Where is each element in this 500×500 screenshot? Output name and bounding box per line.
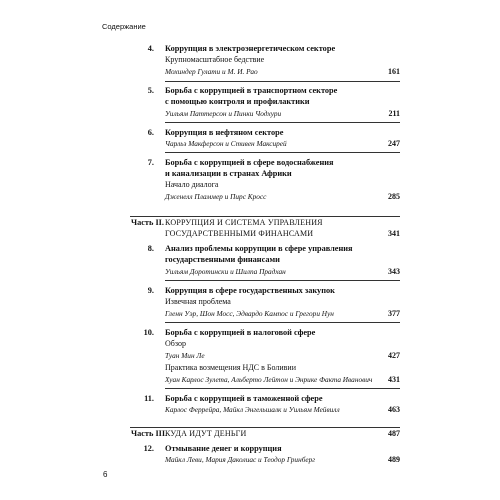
entry-number: 9. <box>147 286 154 295</box>
entry-divider <box>165 388 400 389</box>
entry-divider <box>165 81 400 82</box>
part-title-line2: ГОСУДАРСТВЕННЫМИ ФИНАНСАМИ <box>165 229 314 238</box>
entry-number: 10. <box>143 328 154 337</box>
entry-page: 161 <box>388 67 400 76</box>
entry-subtitle: Обзор <box>165 339 186 348</box>
part-divider-top <box>130 427 400 428</box>
entry-page: 377 <box>388 309 400 318</box>
entry-title: Борьба с коррупцией в транспортном секторе <box>165 86 338 95</box>
running-header: Содержание <box>102 22 146 31</box>
entry-title: Анализ проблемы коррупции в сфере управления <box>165 244 353 253</box>
entry-page: 343 <box>388 267 400 276</box>
entry-page: 463 <box>388 405 400 414</box>
entry-title: Коррупция в электроэнергетическом секторе <box>165 44 336 53</box>
entry-page: 341 <box>388 229 400 238</box>
entry-number: 4. <box>147 44 154 53</box>
entry-title-line2: с помощью контроля и профилактики <box>165 97 310 106</box>
part-label: Часть III. <box>131 429 168 438</box>
part-title: КОРРУПЦИЯ И СИСТЕМА УПРАВЛЕНИЯ <box>165 218 323 227</box>
entry-divider <box>165 122 400 123</box>
entry-subtitle-2: Практика возмещения НДС в Боливии <box>165 363 296 372</box>
entry-page: 285 <box>388 192 400 201</box>
entry-author: Гленн Уэр, Шон Мосс, Эдвардо Кампос и Грегори Нун <box>165 309 334 318</box>
entry-page: 487 <box>388 429 400 438</box>
part-label: Часть II. <box>131 218 164 227</box>
entry-author: Карлос Феррейра, Майкл Энгельшалк и Уильям Мейвилл <box>165 405 340 414</box>
entry-page: 247 <box>388 139 400 148</box>
entry-page-2: 431 <box>388 375 400 384</box>
page-number: 6 <box>103 470 108 479</box>
entry-title: Борьба с коррупцией в налоговой сфере <box>165 328 316 337</box>
entry-title: Отмывание денег и коррупция <box>165 444 282 453</box>
entry-divider <box>165 280 400 281</box>
entry-title: Борьба с коррупцией в таможенной сфере <box>165 394 323 403</box>
entry-number: 12. <box>143 444 154 453</box>
entry-title: Коррупция в нефтяном секторе <box>165 128 284 137</box>
entry-number: 5. <box>147 86 154 95</box>
entry-divider <box>165 322 400 323</box>
entry-author-2: Хуан Карлос Зулета, Альберто Лейтон и Энрике Факта Иванович <box>165 375 373 384</box>
entry-author: Чарльз Макферсон и Стивен Максирей <box>165 139 287 148</box>
entry-page: 211 <box>388 109 400 118</box>
entry-number: 11. <box>144 394 154 403</box>
entry-number: 7. <box>147 158 154 167</box>
entry-subtitle: Начало диалога <box>165 180 219 189</box>
entry-title-line2: и канализации в странах Африки <box>165 169 292 178</box>
entry-divider <box>165 152 400 153</box>
part-divider-top <box>130 216 400 217</box>
entry-page: 427 <box>388 351 400 360</box>
entry-subtitle: Извечная проблема <box>165 297 231 306</box>
entry-author: Дженелл Пламмер и Пирс Кросс <box>165 192 267 201</box>
entry-author: Уильям Доротински и Шилпа Прадхан <box>165 267 286 276</box>
entry-title: Борьба с коррупцией в сфере водоснабжения <box>165 158 334 167</box>
entry-title-line2: государственными финансами <box>165 255 280 264</box>
entry-author: Мохиндер Гулати и М. И. Рао <box>165 67 258 76</box>
entry-subtitle: Крупномасштабное бедствие <box>165 55 265 64</box>
entry-author: Майкл Леви, Мария Даколиас и Теодор Гринберг <box>165 455 316 464</box>
entry-number: 8. <box>147 244 154 253</box>
entry-page: 489 <box>388 455 400 464</box>
entry-title: Коррупция в сфере государственных закупок <box>165 286 335 295</box>
entry-author: Туан Мин Ле <box>165 351 205 360</box>
entry-number: 6. <box>147 128 154 137</box>
entry-author: Уильям Паттерсон и Пинки Чодхури <box>165 109 282 118</box>
part-title: КУДА ИДУТ ДЕНЬГИ <box>165 429 247 438</box>
